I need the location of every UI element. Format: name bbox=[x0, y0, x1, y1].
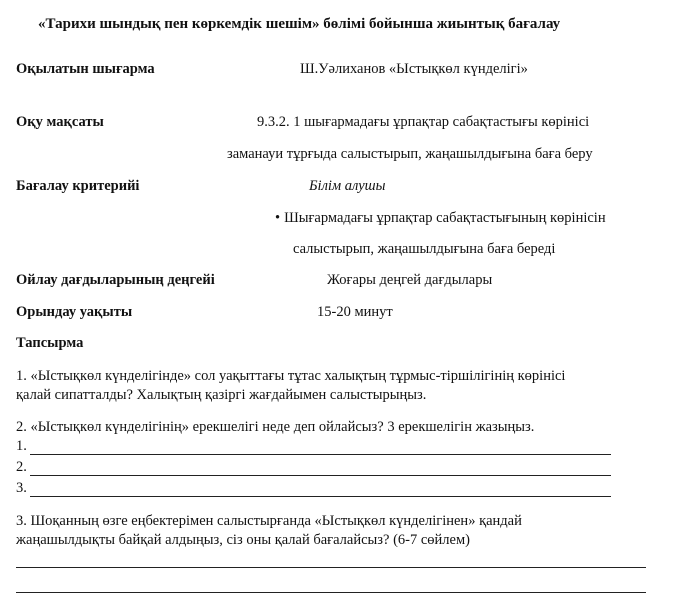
document-title: «Тарихи шындық пен көркемдік шешім» бөлімі бойынша жиынтық бағалау bbox=[38, 16, 561, 32]
time-label: Орындау уақыты bbox=[16, 304, 133, 320]
answer-line-4[interactable] bbox=[16, 567, 646, 568]
question-2: 2. «Ыстықкөл күнделігінің» ерекшелігі неде деп ойлайсыз? 3 ерекшелігін жазыңыз. bbox=[16, 419, 535, 435]
criteria-line-2: салыстырып, жаңашылдығына баға береді bbox=[293, 241, 556, 257]
task-heading: Тапсырма bbox=[16, 335, 84, 351]
thinking-value: Жоғары деңгей дағдылары bbox=[327, 272, 493, 288]
answer-number-2: 2. bbox=[16, 459, 27, 475]
answer-line-1[interactable] bbox=[30, 454, 611, 455]
goal-line-2: заманауи тұрғыда салыстырып, жаңашылдығына баға беру bbox=[227, 146, 593, 162]
answer-line-3[interactable] bbox=[30, 496, 611, 497]
answer-number-3: 3. bbox=[16, 480, 27, 496]
question-3-line-2: жаңашылдықты байқай алдыңыз, сіз оны қалай бағалайсыз? (6-7 сөйлем) bbox=[16, 532, 470, 548]
answer-number-1: 1. bbox=[16, 438, 27, 454]
criteria-bullet-item bbox=[275, 210, 606, 227]
goal-label: Оқу мақсаты bbox=[16, 114, 104, 130]
question-3-line-1: 3. Шоқанның өзге еңбектерімен салыстырғанда «Ыстықкөл күнделігінен» қандай bbox=[16, 513, 522, 529]
bullet-icon: • bbox=[275, 210, 281, 226]
work-value: Ш.Уәлиханов «Ыстықкөл күнделігі» bbox=[300, 61, 528, 77]
answer-line-2[interactable] bbox=[30, 475, 611, 476]
question-1-line-1: 1. «Ыстықкөл күнделігінде» сол уақыттағы тұтас халықтың тұрмыс-тіршілігінің көрінісі bbox=[16, 368, 566, 384]
criteria-sublabel: Білім алушы bbox=[309, 178, 386, 194]
work-label: Оқылатын шығарма bbox=[16, 61, 155, 77]
criteria-label: Бағалау критерийі bbox=[16, 178, 140, 194]
question-1-line-2: қалай сипатталды? Халықтың қазіргі жағдайымен салыстырыңыз. bbox=[16, 387, 427, 403]
time-value: 15-20 минут bbox=[317, 304, 393, 320]
thinking-label: Ойлау дағдыларының деңгейі bbox=[16, 272, 215, 288]
answer-line-5[interactable] bbox=[16, 592, 646, 593]
criteria-line-1: Шығармадағы ұрпақтар сабақтастығының көрінісін bbox=[284, 210, 606, 226]
goal-line-1: 9.3.2. 1 шығармадағы ұрпақтар сабақтастығы көрінісі bbox=[257, 114, 590, 130]
